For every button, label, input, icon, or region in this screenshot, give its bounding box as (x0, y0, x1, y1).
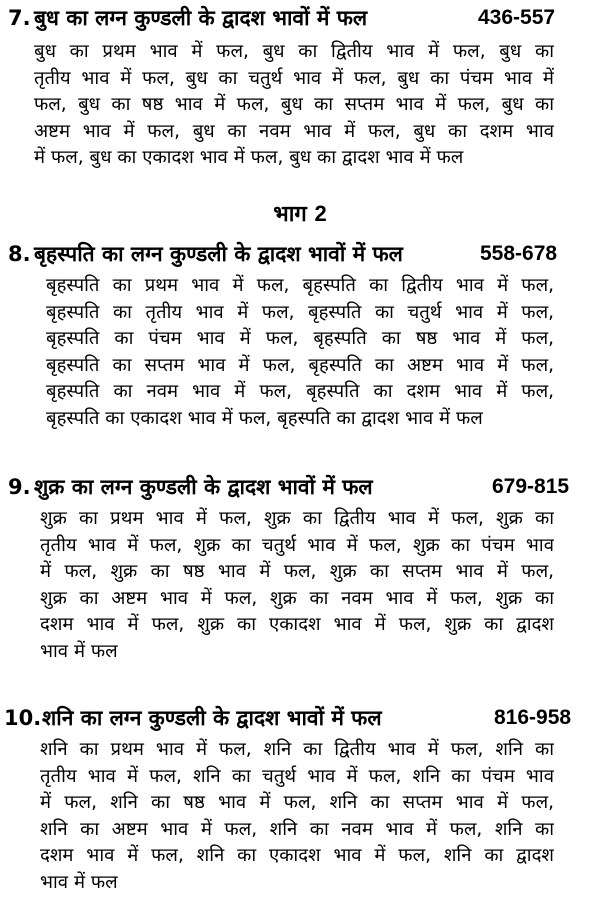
toc-entry-9 (0, 471, 600, 666)
entry-heading (0, 2, 600, 34)
description-line: शुक्र का अष्टम भाव में फल, शुक्र का नवम भाव में फल, शुक्र का (40, 587, 554, 609)
description-line: दशम भाव में फल, शुक्र का एकादश भाव में फल, शुक्र का द्वादश (40, 614, 554, 636)
description-line: शनि का अष्टम भाव में फल, शनि का नवम भाव में फल, शनि का (40, 818, 554, 840)
entry-page-range: 816-958 (494, 706, 572, 729)
toc-entry-10 (0, 702, 600, 897)
description-line: में फल, शुक्र का षष्ठ भाव में फल, शुक्र का सप्तम भाव में फल, (40, 561, 554, 583)
entry-heading (0, 471, 600, 503)
entry-number: 10. (4, 706, 42, 730)
entry-description (40, 506, 554, 666)
entry-title: बृहस्पति का लग्न कुण्डली के द्वादश भावों में फल (34, 242, 403, 266)
description-line: बृहस्पति का एकादश भाव में फल, बृहस्पति का द्वादश भाव में फल (46, 407, 483, 429)
entry-page-range: 436-557 (478, 6, 556, 29)
description-line: बृहस्पति का तृतीय भाव में फल, बृहस्पति का चतुर्थ भाव में फल, (46, 301, 554, 323)
part-number: 2 (314, 201, 327, 226)
description-line: फल, बुध का षष्ठ भाव में फल, बुध का सप्तम भाव में फल, बुध का (34, 94, 554, 116)
description-line: तृतीय भाव में फल, शनि का चतुर्थ भाव में फल, शनि का पंचम भाव (40, 765, 554, 787)
entry-number: 7. (8, 6, 31, 30)
toc-entry-8 (0, 238, 600, 433)
description-line: शुक्र का प्रथम भाव में फल, शुक्र का द्वितीय भाव में फल, शुक्र का (40, 508, 554, 529)
description-line: तृतीय भाव में फल, शुक्र का चतुर्थ भाव में फल, शुक्र का पंचम भाव (40, 534, 554, 556)
entry-description (34, 39, 554, 172)
description-line: अष्टम भाव में फल, बुध का नवम भाव में फल, बुध का दशम भाव (34, 120, 554, 142)
description-line: तृतीय भाव में फल, बुध का चतुर्थ भाव में फल, बुध का पंचम भाव में (34, 67, 554, 89)
description-line: बृहस्पति का सप्तम भाव में फल, बृहस्पति का अष्टम भाव में फल, (46, 354, 554, 376)
description-line: शनि का प्रथम भाव में फल, शनि का द्वितीय भाव में फल, शनि का (40, 739, 554, 760)
entry-title: बुध का लग्न कुण्डली के द्वादश भावों में फल (34, 6, 368, 30)
description-line: बुध का प्रथम भाव में फल, बुध का द्वितीय भाव में फल, बुध का (34, 41, 554, 62)
entry-number: 9. (8, 475, 31, 499)
entry-title: शुक्र का लग्न कुण्डली के द्वादश भावों में फल (34, 475, 373, 499)
description-line: दशम भाव में फल, शनि का एकादश भाव में फल, शनि का द्वादश (40, 845, 554, 867)
part-label: भाग (273, 202, 307, 227)
toc-entry-7 (0, 2, 600, 172)
description-line: में फल, शनि का षष्ठ भाव में फल, शनि का सप्तम भाव में फल, (40, 792, 554, 814)
description-line: भाव में फल (40, 871, 118, 893)
entry-page-range: 679-815 (492, 475, 570, 498)
entry-heading (0, 702, 600, 734)
description-line: में फल, बुध का एकादश भाव में फल, बुध का द्वादश भाव में फल (34, 147, 464, 169)
description-line: बृहस्पति का प्रथम भाव में फल, बृहस्पति का द्वितीय भाव में फल, (46, 275, 554, 296)
description-line: बृहस्पति का नवम भाव में फल, बृहस्पति का दशम भाव में फल, (46, 381, 554, 403)
entry-description (46, 273, 554, 433)
entry-page-range: 558-678 (480, 242, 558, 265)
entry-number: 8. (8, 242, 31, 266)
entry-description (40, 737, 554, 897)
part-heading (0, 196, 600, 232)
description-line: भाव में फल (40, 640, 118, 662)
description-line: बृहस्पति का पंचम भाव में फल, बृहस्पति का षष्ठ भाव में फल, (46, 328, 554, 350)
entry-heading (0, 238, 600, 270)
entry-title: शनि का लग्न कुण्डली के द्वादश भावों में फल (42, 706, 382, 730)
